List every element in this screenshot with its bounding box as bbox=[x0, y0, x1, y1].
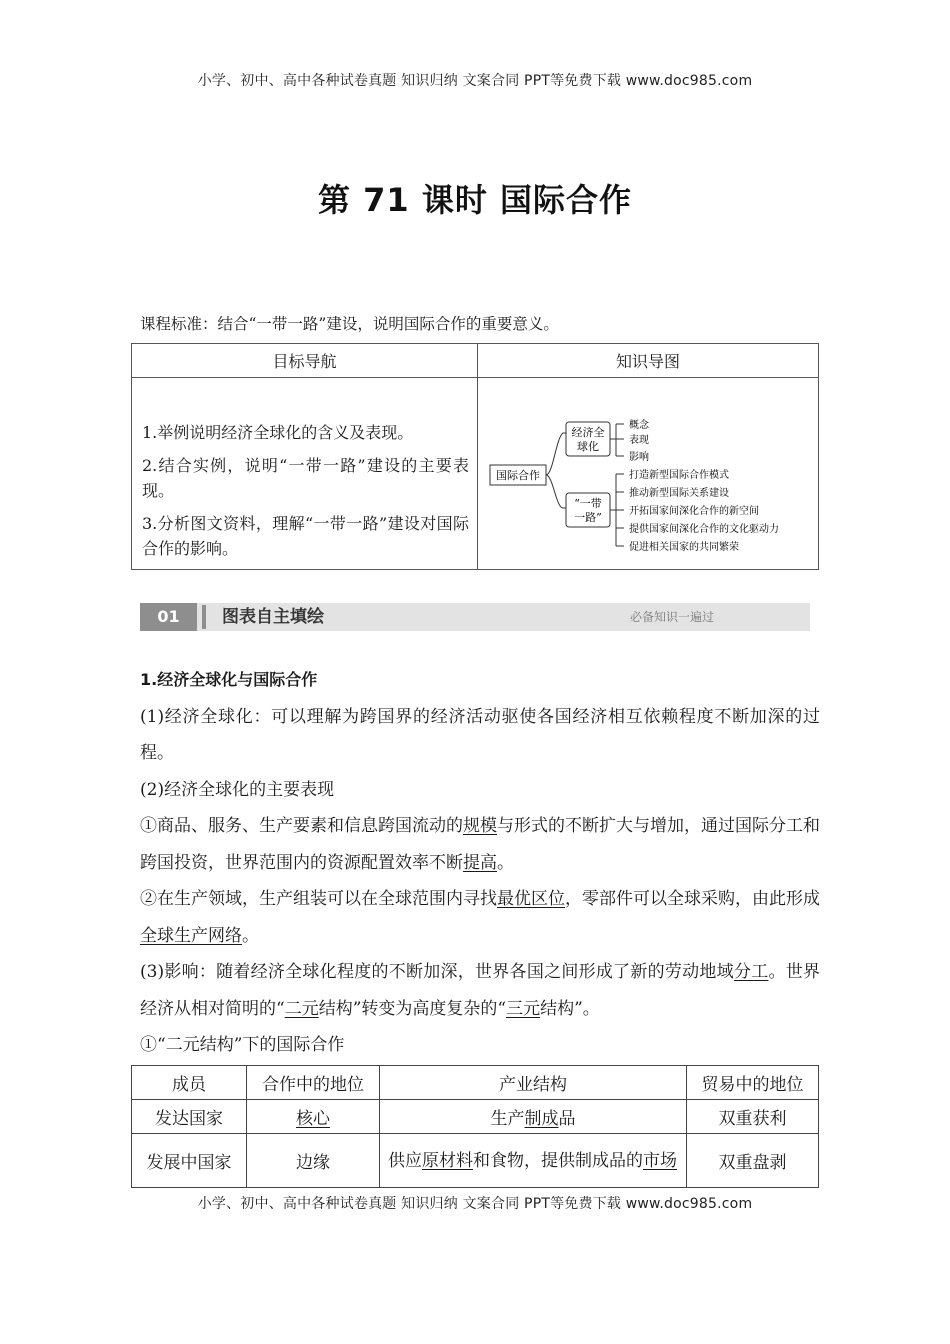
paragraph: (2)经济全球化的主要表现 bbox=[140, 779, 335, 800]
column-header: 成员 bbox=[132, 1066, 247, 1100]
column-header: 产业结构 bbox=[380, 1066, 687, 1100]
fill-blank: 全球生产网络 bbox=[140, 925, 242, 946]
goal-item: 1.举例说明经济全球化的含义及表现。 bbox=[142, 423, 414, 442]
guide-header-goals: 目标导航 bbox=[132, 344, 478, 378]
fill-blank: 最优区位 bbox=[497, 889, 565, 909]
mind-map bbox=[478, 378, 818, 564]
page-header: 小学、初中、高中各种试卷真题 知识归纳 文案合同 PPT等免费下载 www.doc985.com bbox=[197, 73, 753, 89]
fill-blank: 三元 bbox=[506, 998, 541, 1019]
branch-1-label: 球化 bbox=[577, 440, 599, 453]
goal-item: 3.分析图文资料，理解“一带一路”建设对国际合作的影响。 bbox=[142, 514, 469, 558]
leaf-label: 概念 bbox=[629, 420, 649, 431]
leaf-label: 影响 bbox=[629, 452, 649, 463]
goals-cell bbox=[132, 378, 478, 570]
fill-blank: 分工 bbox=[733, 962, 769, 982]
fill-blank: 原材料 bbox=[422, 1150, 473, 1171]
connector-line bbox=[546, 433, 566, 475]
fill-blank: 市场 bbox=[643, 1150, 677, 1171]
paragraph: ①商品、服务、生产要素和信息跨国流动的规模与形式的不断扩大与增加，通过国际分工和跨国投资，世界范围内的资源配置效率不断提高。 bbox=[140, 816, 820, 873]
leaf-label: 推动新型国际关系建设 bbox=[629, 488, 729, 499]
fill-blank: 规模 bbox=[463, 816, 497, 836]
fill-blank: 提高 bbox=[463, 852, 497, 873]
content-body bbox=[140, 662, 820, 1064]
fill-blank: 核心 bbox=[296, 1109, 330, 1129]
page-title: 第 71 课时 国际合作 bbox=[318, 181, 632, 219]
leaf-label: 提供国家间深化合作的文化驱动力 bbox=[629, 524, 779, 535]
leaf-label: 促进相关国家的共同繁荣 bbox=[629, 542, 739, 553]
bracket-line bbox=[610, 424, 624, 456]
paragraph: (1)经济全球化：可以理解为跨国界的经济活动驱使各国经济相互依赖程度不断加深的过程。 bbox=[140, 706, 820, 763]
leaf-label: 开拓国家间深化合作的新空间 bbox=[629, 506, 759, 517]
table-cell: 生产制成品 bbox=[380, 1100, 687, 1134]
fill-blank: 二元 bbox=[284, 998, 319, 1019]
guide-table bbox=[131, 343, 819, 570]
connector-line bbox=[546, 475, 566, 508]
content-heading: 1.经济全球化与国际合作 bbox=[140, 670, 318, 689]
table-cell: 边缘 bbox=[247, 1134, 380, 1188]
guide-header-mindmap: 知识导图 bbox=[478, 344, 819, 378]
table-row bbox=[132, 1134, 819, 1188]
paragraph: ②在生产领域，生产组装可以在全球范围内寻找最优区位，零部件可以全球采购，由此形成全球生产网络。 bbox=[140, 889, 820, 946]
column-header: 合作中的地位 bbox=[247, 1066, 380, 1100]
table-cell: 发展中国家 bbox=[132, 1134, 247, 1188]
section-subtitle: 必备知识一遍过 bbox=[629, 610, 714, 624]
page-footer: 小学、初中、高中各种试卷真题 知识归纳 文案合同 PPT等免费下载 www.doc985.com bbox=[197, 1196, 753, 1212]
leaf-label: 表现 bbox=[629, 435, 649, 446]
section-number: 01 bbox=[140, 603, 197, 631]
table-cell: 供应原材料和食物，提供制成品的市场 bbox=[380, 1134, 687, 1188]
paragraph: ①“二元结构”下的国际合作 bbox=[140, 1035, 345, 1055]
paragraph: (3)影响：随着经济全球化程度的不断加深，世界各国之间形成了新的劳动地域分工。世界经济从相对简明的“二元结构”转变为高度复杂的“三元结构”。 bbox=[140, 962, 821, 1019]
mindmap-cell bbox=[478, 378, 819, 570]
branch-1-label: 经济全 bbox=[571, 426, 605, 439]
section-divider bbox=[202, 605, 206, 629]
course-standard: 课程标准：结合“一带一路”建设，说明国际合作的重要意义。 bbox=[140, 315, 559, 333]
root-node-label: 国际合作 bbox=[496, 469, 540, 482]
table-cell: 发达国家 bbox=[132, 1100, 247, 1134]
branch-2-label: “一带 bbox=[574, 497, 602, 510]
column-header: 贸易中的地位 bbox=[687, 1066, 819, 1100]
section-label: 图表自主填绘 bbox=[222, 607, 324, 627]
leaf-label: 打造新型国际合作模式 bbox=[629, 470, 729, 481]
table-cell: 双重获利 bbox=[687, 1100, 819, 1134]
bracket-line bbox=[610, 474, 624, 546]
fill-blank: 制成 bbox=[524, 1109, 559, 1129]
branch-2-label: 一路” bbox=[574, 511, 602, 524]
dual-structure-table bbox=[131, 1065, 819, 1188]
section-banner bbox=[140, 603, 810, 631]
table-cell bbox=[247, 1100, 380, 1134]
table-header-row bbox=[132, 1066, 819, 1100]
table-cell: 双重盘剥 bbox=[687, 1134, 819, 1188]
goal-item: 2.结合实例，说明“一带一路”建设的主要表现。 bbox=[142, 456, 469, 500]
table-row bbox=[132, 1100, 819, 1134]
